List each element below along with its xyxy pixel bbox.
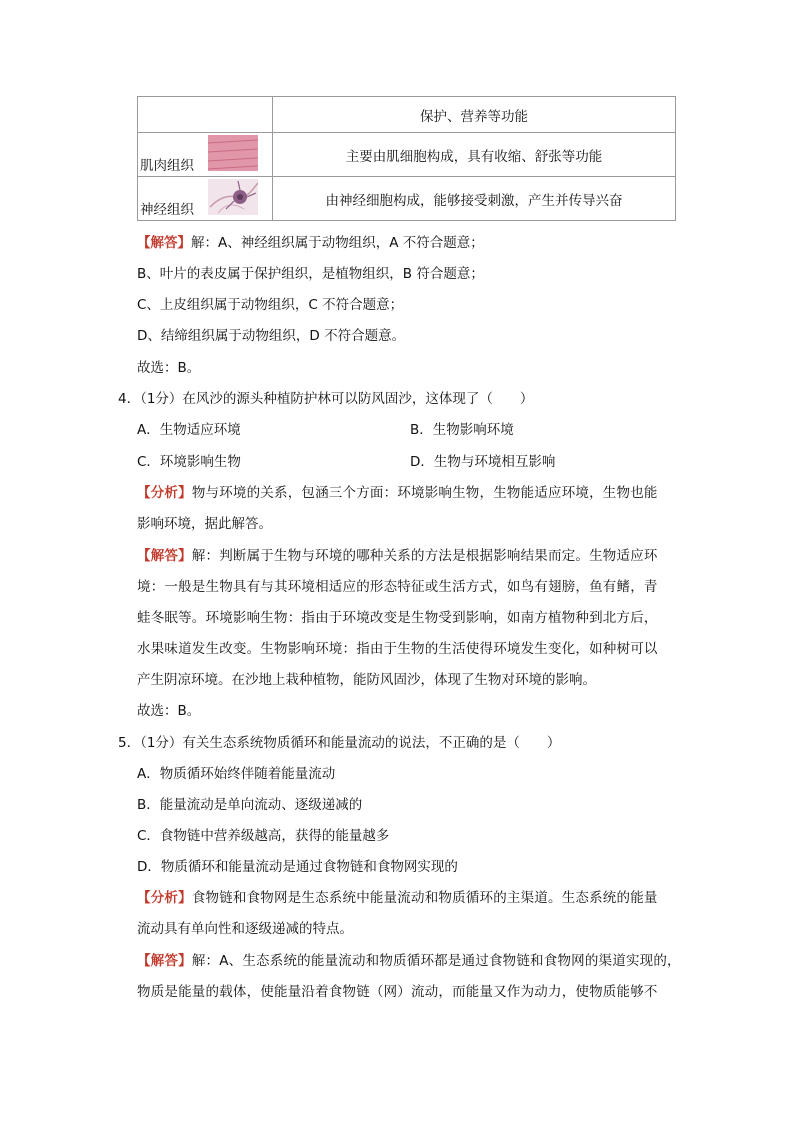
muscle-tissue-image bbox=[208, 135, 258, 171]
analysis-tag: 【分析】 bbox=[137, 890, 192, 906]
q5-option-a: A．物质循环始终伴随着能量流动 bbox=[137, 766, 336, 782]
q5-answer-line2: 物质是能量的载体，使能量沿着食物链（网）流动，而能量又作为动力，使物质能够不 bbox=[137, 984, 658, 1000]
nerve-tissue-image bbox=[208, 179, 258, 215]
q4-answer-line bbox=[137, 544, 658, 564]
table-row bbox=[138, 133, 676, 177]
q4-option-a: A．生物适应环境 bbox=[137, 422, 241, 438]
tissue-desc: 保护、营养等功能 bbox=[273, 97, 676, 133]
q4-final-answer: 故选：B。 bbox=[137, 703, 201, 719]
q5-option-d: D．物质循环和能量流动是通过食物链和食物网实现的 bbox=[137, 859, 458, 875]
tissue-name-cell bbox=[138, 133, 273, 177]
tissue-table bbox=[137, 96, 676, 221]
q4-option-c: C．环境影响生物 bbox=[137, 454, 241, 470]
answer-text: 解：A、生态系统的能量流动和物质循环都是通过食物链和食物网的渠道实现的， bbox=[191, 953, 681, 969]
answer-tag: 【解答】 bbox=[137, 548, 192, 564]
q5-answer-line bbox=[137, 949, 681, 969]
q4-answer-line5: 产生阴凉环境。在沙地上栽种植物，能防风固沙，体现了生物对环境的影响。 bbox=[137, 672, 596, 688]
q4-options-row2 bbox=[137, 450, 657, 470]
q5-analysis-line2: 流动具有单向性和逐级递减的特点。 bbox=[137, 921, 353, 937]
q4-answer-line3: 蛙冬眠等。环境影响生物：指由于环境改变是生物受到影响，如南方植物种到北方后， bbox=[137, 610, 658, 626]
q5-option-b: B．能量流动是单向流动、逐级递减的 bbox=[137, 797, 363, 813]
q3-final-answer: 故选：B。 bbox=[137, 360, 201, 376]
q5-option-c: C．食物链中营养级越高，获得的能量越多 bbox=[137, 828, 390, 844]
answer-text: 解：A、神经组织属于动物组织，A 不符合题意； bbox=[191, 235, 484, 251]
q4-option-d: D．生物与环境相互影响 bbox=[410, 454, 556, 470]
tissue-name-cell bbox=[138, 177, 273, 221]
tissue-name-cell bbox=[138, 97, 273, 133]
analysis-text: 物与环境的关系，包涵三个方面：环境影响生物，生物能适应环境，生物也能 bbox=[191, 485, 658, 501]
q4-option-b: B．生物影响环境 bbox=[410, 422, 514, 438]
table-row bbox=[138, 177, 676, 221]
analysis-text: 食物链和食物网是生态系统中能量流动和物质循环的主渠道。生态系统的能量 bbox=[191, 890, 658, 906]
tissue-desc: 主要由肌细胞构成，具有收缩、舒张等功能 bbox=[273, 133, 676, 177]
table-row bbox=[138, 97, 676, 133]
answer-tag: 【解答】 bbox=[137, 953, 192, 969]
q3-option-c-explain: C、上皮组织属于动物组织，C 不符合题意； bbox=[137, 297, 404, 313]
q3-option-d-explain: D、结缔组织属于动物组织，D 不符合题意。 bbox=[137, 328, 406, 344]
q4-options-row1 bbox=[137, 418, 657, 438]
q4-stem: 4．（1分）在风沙的源头种植防护林可以防风固沙，这体现了（ ） bbox=[118, 391, 534, 407]
tissue-name: 肌肉组织 bbox=[140, 158, 194, 174]
q4-analysis-line2: 影响环境，据此解答。 bbox=[137, 516, 272, 532]
q4-answer-line2: 境：一般是生物具有与其环境相适应的形态特征或生活方式，如鸟有翅膀，鱼有鳍，青 bbox=[137, 579, 658, 595]
answer-tag: 【解答】 bbox=[137, 235, 191, 251]
q5-analysis-line bbox=[137, 886, 658, 906]
q4-analysis-line bbox=[137, 481, 658, 501]
analysis-tag: 【分析】 bbox=[137, 485, 192, 501]
answer-text: 解：判断属于生物与环境的哪种关系的方法是根据影响结果而定。生物适应环 bbox=[191, 548, 658, 564]
q4-answer-line4: 水果味道发生改变。生物影响环境：指由于生物的生活使得环境发生变化，如种树可以 bbox=[137, 641, 658, 657]
q5-stem: 5．（1分）有关生态系统物质循环和能量流动的说法，不正确的是（ ） bbox=[118, 735, 561, 751]
tissue-name: 神经组织 bbox=[140, 202, 194, 218]
tissue-desc: 由神经细胞构成，能够接受刺激，产生并传导兴奋 bbox=[273, 177, 676, 221]
q3-option-b-explain: B、叶片的表皮属于保护组织，是植物组织，B 符合题意； bbox=[137, 266, 484, 282]
q3-answer-line bbox=[137, 231, 484, 251]
